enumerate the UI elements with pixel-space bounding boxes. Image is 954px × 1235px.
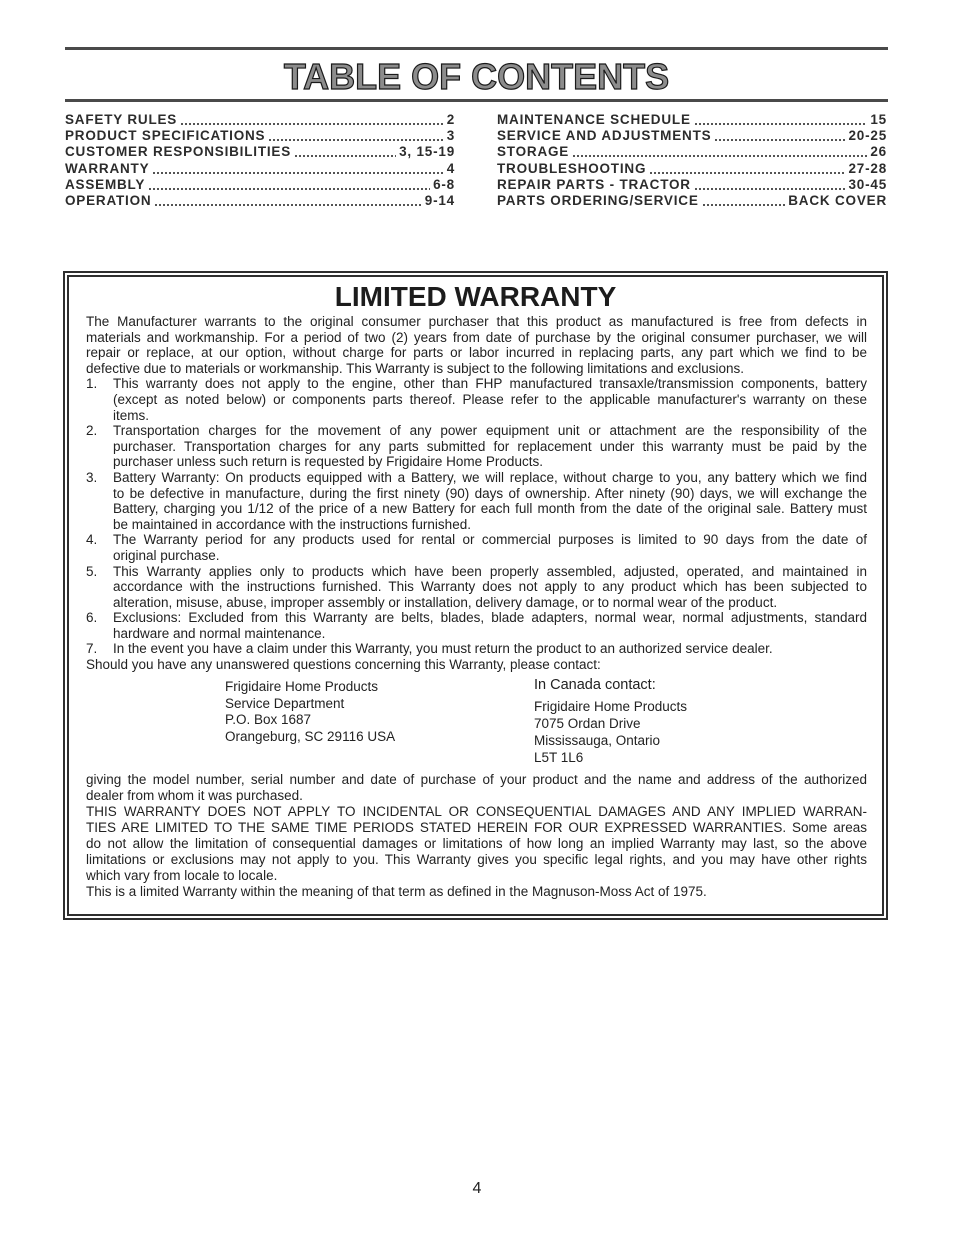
toc-entry-label: STORAGE [497,144,570,160]
toc-right-column [497,112,887,209]
us-address [225,679,395,746]
dot-leader [180,112,444,128]
closing-line: dealer from whom it was purchased. [86,788,303,803]
disclaimer-line: do not allow the limitation of consequential damages or limitations of how long an implied Warranty may last, so the above [86,836,867,851]
item-line: alteration, misuse, abuse, improper assembly or installation, delivery damage, or to normal wear of the product. [113,594,778,610]
warranty-closing [86,772,867,900]
disclaimer-line: limitations or exclusions may not apply to you. This Warranty gives you specific legal rights, and you may have other rights [86,852,867,867]
warranty-item [86,376,867,423]
item-line: original purchase. [113,547,220,563]
address-line: Orangeburg, SC 29116 USA [225,729,396,745]
intro-line: The Manufacturer warrants to the original consumer purchaser that this product as manufactured is free from defects in [86,314,867,329]
limited-warranty-box [63,271,888,920]
dot-leader [714,128,845,144]
warranty-item [86,423,867,470]
item-number: 5. [86,563,98,579]
address-line: P.O. Box 1687 [225,712,312,728]
toc-entry [497,128,887,144]
title-rule [65,99,888,102]
toc-entry-page: 9-14 [424,192,455,208]
address-line: L5T 1L6 [534,750,584,765]
toc-entry-page: 26 [870,144,887,160]
address-line: Frigidaire Home Products [225,679,379,694]
closing-line: giving the model number, serial number and date of purchase of your product and the name and address of the authorized [86,772,867,787]
warranty-title: LIMITED WARRANTY [334,281,617,312]
toc-entry [65,144,455,160]
toc-entry-label: REPAIR PARTS - TRACTOR [497,176,691,192]
toc-entry-label: SERVICE AND ADJUSTMENTS [497,128,712,144]
address-line: Mississauga, Ontario [534,733,661,748]
disclaimer-line: TIES ARE LIMITED TO THE SAME TIME PERIODS STATED HEREIN FOR OUR EXPRESSED WARRANTIES. Some areas [86,820,867,835]
item-line: (except as noted below) or components parts thereof. Please refer to the applicable manufacturer's warranty on these [113,391,867,407]
item-line: Battery, charging you 1/12 of the price of a new Battery for each full month from the date of the original sale. Battery must [113,501,867,517]
warranty-item [86,470,867,532]
intro-line: defective due to materials or workmanship. This Warranty is subject to the following limitations and exclusions. [86,360,745,376]
warranty-item [86,641,867,657]
disclaimer-line: which vary from locale to locale. [86,868,278,883]
address-line: Service Department [225,695,345,711]
item-number: 2. [86,423,98,439]
intro-line: materials and workmanship. For a period of two (2) years from date of purchase by the original consumer purchaser, we will [86,329,867,345]
dot-leader [152,161,443,177]
item-line: This Warranty applies only to products which have been properly assembled, adjusted, operated, and maintained in [113,563,867,579]
magnuson-moss-note: This is a limited Warranty within the meaning of that term as defined in the Magnuson-Moss Act of 1975. [86,884,707,899]
canada-address-lines [534,698,687,766]
toc-entry [65,193,455,209]
item-line: Transportation charges for the movement of any power equipment unit or attachment are the responsibility of the [113,423,867,439]
toc-entry-label: SAFETY RULES [65,112,178,127]
toc-entry [65,161,455,177]
toc-entry-label: OPERATION [65,192,152,208]
warranty-item [86,532,867,563]
toc-entry [497,112,887,128]
item-line: purchaser unless such return is requested by Frigidaire Home Products. [113,454,543,470]
dot-leader [268,128,443,144]
dot-leader [572,144,867,160]
toc-title: TABLE OF CONTENTS [283,56,670,97]
warranty-intro [86,314,867,376]
canada-address [534,677,687,766]
toc-entry [65,112,455,128]
item-number: 3. [86,469,98,485]
item-number: 7. [86,641,98,657]
item-line: be maintained in accordance with the instructions furnished. [113,516,471,532]
toc-entry-page: 6-8 [433,176,455,192]
toc-entry-page: 2 [446,112,455,127]
toc-entry-label: PARTS ORDERING/SERVICE [497,192,699,208]
item-number: 6. [86,610,98,626]
warranty-body [86,314,867,673]
address-line: 7075 Ordan Drive [534,716,641,731]
item-line: purchaser. Transportation charges for any parts submitted for replacement under this warranty must be paid by the [113,438,867,454]
toc-entry-page: 3, 15-19 [399,144,455,160]
item-line: accordance with the instructions furnished. This Warranty does not apply to any product which has been subjected to [113,579,867,595]
toc-entry [497,161,887,177]
dot-leader [694,112,868,128]
toc-entry-page: 30-45 [848,176,887,192]
toc-entry [497,177,887,193]
warranty-item [86,610,867,641]
item-number: 1. [86,376,98,392]
toc-left-column [65,112,455,209]
toc-entry-page: BACK COVER [788,192,887,208]
toc-entry [497,144,887,160]
item-line: Battery Warranty: On products equipped with a Battery, we will replace, without charge to you, any battery which we find [113,469,867,485]
canada-contact-heading: In Canada contact: [534,677,656,693]
dot-leader [154,193,421,209]
toc-entry-page: 4 [446,160,455,176]
toc-entry-label: CUSTOMER RESPONSIBILITIES [65,144,292,160]
item-line: In the event you have a claim under this Warranty, you must return the product to an authorized service dealer. [113,641,773,657]
dot-leader [649,161,845,177]
item-line: hardware and normal maintenance. [113,625,326,641]
item-number: 4. [86,532,98,548]
dot-leader [694,177,846,193]
toc-entry [497,193,887,209]
contact-prompt: Should you have any unanswered questions concerning this Warranty, please contact: [86,657,601,673]
top-rule [65,47,888,50]
intro-line: repair or replace, at our option, without charge for parts or labor incurred in replacing parts, any part which we find to be [86,345,867,361]
toc-entry-page: 3 [446,128,455,144]
toc-entry-page: 20-25 [848,128,887,144]
dot-leader [148,177,430,193]
toc-entry-label: WARRANTY [65,160,150,176]
address-line: Frigidaire Home Products [534,699,688,714]
page-number: 4 [472,1180,482,1197]
item-line: The Warranty period for any products used for rental or commercial purposes is limited to 90 days from the date of [113,532,867,548]
disclaimer-line: THIS WARRANTY DOES NOT APPLY TO INCIDENTAL OR CONSEQUENTIAL DAMAGES AND ANY IMPLIED WARRAN- [86,804,867,819]
toc-entry-label: PRODUCT SPECIFICATIONS [65,128,266,144]
item-line: This warranty does not apply to the engine, other than FHP manufactured transaxle/transmission components, battery [113,376,867,392]
item-line: items. [113,407,150,423]
toc-entry-page: 15 [870,112,887,127]
toc-entry-label: ASSEMBLY [65,176,146,192]
item-line: to be defective in manufacture, during the first ninety (90) days of ownership. After ninety (90) days, we will exchange the [113,485,867,501]
warranty-item [86,564,867,611]
dot-leader [702,193,786,209]
dot-leader [294,144,396,160]
toc-entry-page: 27-28 [848,160,887,176]
item-line: Exclusions: Excluded from this Warranty are belts, blades, blade adapters, normal wear, normal adjustments, standard [113,610,867,626]
toc-entry [65,128,455,144]
toc-entry [65,177,455,193]
toc-entry-label: MAINTENANCE SCHEDULE [497,112,691,127]
toc-entry-label: TROUBLESHOOTING [497,160,647,176]
